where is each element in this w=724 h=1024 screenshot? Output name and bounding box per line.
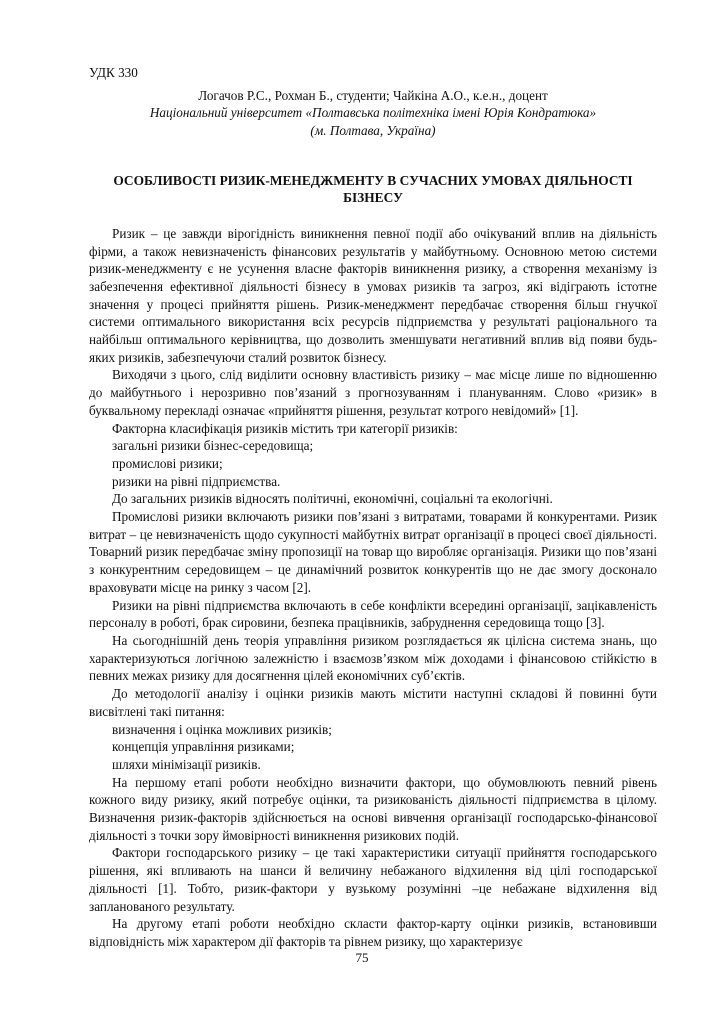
list-item: загальні ризики бізнес-середовища; <box>112 438 314 454</box>
udc-code: УДК 330 <box>89 65 138 80</box>
paper-title: ОСОБЛИВОСТІ РИЗИК-МЕНЕДЖМЕНТУ В СУЧАСНИХ УМОВАХ ДІЯЛЬНОСТІ БІЗНЕСУ <box>113 172 633 205</box>
paragraph: Ризик – це завжди вірогідність виникнення певної події або очікуваний вплив на діяльність фірми, а також невизначеність фінансових результатів у майбутньому. Основною метою системи ризик-менеджменту є не усунення власне факторів виникнення ризику, а створення механізму із забезпечення ефективної діяльності бізнесу в умовах ризиків та загроз, які відіграють істотне значення у процесі прийняття рішень. Ризик-менеджмент передбачає створення більш гнучкої системи оптимального використання всіх ресурсів підприємства у результаті раціонального та найбільш оптимального керівництва, що дозволить зменшувати негативний вплив від появи будь-яких ризиків, забезпечуючи сталий розвиток бізнесу. <box>89 225 657 365</box>
paragraph: До методології аналізу і оцінки ризиків мають містити наступні складові й повинні бути висвітлені такі питання: <box>89 686 657 719</box>
paragraph: Промислові ризики включають ризики пов’язані з витратами, товарами й конкурентами. Ризик витрат – це невизначеність щодо сукупності майбутніх витрат організації в процесі своєї діяльності. Товарний ризик передбачає зміну пропозиції на товар що виробляє організація. Ризики що пов’язані з конкурентним середовищем – це динамічний розвиток конкурентів що не дає змогу досконало враховувати місце на ринку з часом [2]. <box>89 509 657 595</box>
list-item: шляхи мінімізації ризиків. <box>112 756 261 772</box>
page-number: 75 <box>355 950 369 965</box>
paragraph: Виходячи з цього, слід виділити основну властивість ризику – має місце лише по відношенню до майбутнього і нерозривно пов’язаний з прогнозуванням і плануванням. Слово «ризик» в буквальному перекладі означає «прийняття рішення, результат котрого невідомий» [1]. <box>89 367 657 418</box>
list-item: концепція управління ризиками; <box>112 739 295 755</box>
paragraph: Ризики на рівні підприємства включають в себе конфлікти всередині організації, зацікавленість персоналу в роботі, брак сировини, безпека працівників, забруднення середовища тощо [3]. <box>89 597 657 631</box>
paragraph: На сьогоднішній день теорія управління ризиком розглядається як цілісна система знань, що характеризуються логічною залежністю і взаємозв’язком між доходами і фінансовою стійкістю в певних межах ризику для досягнення цілей економічних суб’єктів. <box>89 632 657 684</box>
paragraph: На першому етапі роботи необхідно визначити фактори, що обумовлюють певний рівень кожного виду ризику, який потребує оцінки, та ризикованість діяльності підприємства в цілому. Визначення ризик-факторів здійснюється на основі вивчення організації господарсько-фінансової діяльності з точки зору ймовірності виникнення ризикових подій. <box>89 774 657 843</box>
paragraph: Факторна класифікація ризиків містить три категорії ризиків: <box>112 420 458 436</box>
paragraph: Фактори господарського ризику – це такі характеристики ситуації прийняття господарського рішення, які впливають на шанси й величину небажаного відхилення від цілі господарської діяльності [1]. Тобто, ризик-фактори у вузькому розумінні –це небажане відхилення від запланованого результату. <box>89 845 657 914</box>
paragraph: До загальних ризиків відносять політичні, економічні, соціальні та екологічні. <box>112 491 553 507</box>
list-item: промислові ризики; <box>112 455 223 471</box>
affiliation: Національний університет «Полтавська політехніка імені Юрія Кондратюка» <box>149 105 597 121</box>
paper-page <box>89 64 657 951</box>
list-item: ризики на рівні підприємства. <box>112 473 281 489</box>
location: (м. Полтава, Україна) <box>310 123 436 139</box>
paragraph: На другому етапі роботи необхідно скласти фактор-карту оцінки ризиків, встановивши відповідність між характером дії факторів та рівнем ризику, що характеризує <box>89 916 657 949</box>
list-item: визначення і оцінка можливих ризиків; <box>112 721 332 737</box>
authors-line: Логачов Р.С., Рохман Б., студенти; Чайкіна А.О., к.е.н., доцент <box>198 87 548 103</box>
